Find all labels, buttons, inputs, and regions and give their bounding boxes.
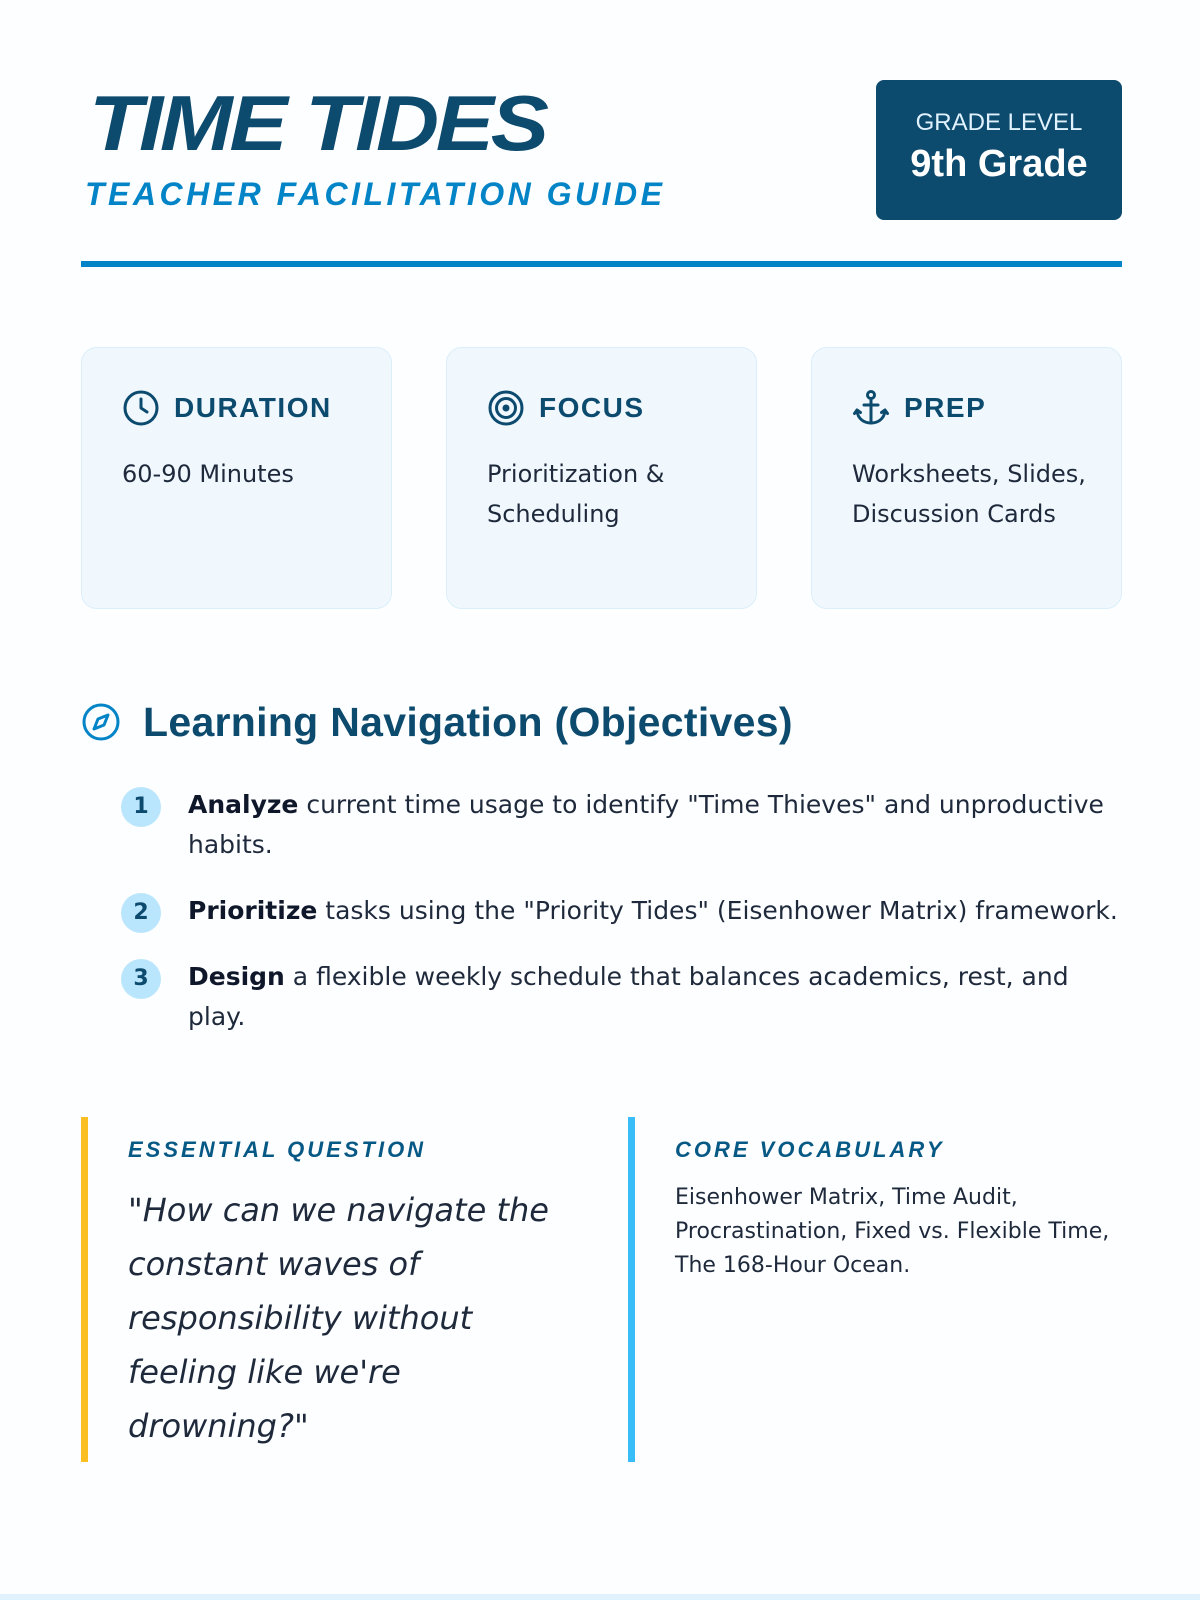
prep-card [811,347,1122,609]
essential-question-text: "How can we navigate the constant waves of responsibility without feeling like we're drowning?" [128,1191,549,1445]
focus-card-title: FOCUS [539,392,645,423]
anchor-icon [852,389,890,427]
objective-item [121,957,1121,1037]
essential-question-panel [81,1117,551,1462]
essential-question-label: ESSENTIAL QUESTION [128,1137,427,1162]
objective-text: current time usage to identify "Time Thieves" and unproductive habits. [188,790,1104,859]
bottom-strip [0,1594,1200,1600]
duration-card-header [122,388,332,428]
header-divider [81,261,1122,267]
objective-verb: Analyze [188,790,299,819]
objectives-header [81,692,793,752]
focus-card-header [487,388,645,428]
compass-icon [81,702,121,742]
core-vocabulary-panel [628,1117,1122,1462]
objective-text: tasks using the "Priority Tides" (Eisenhower Matrix) framework. [317,896,1118,925]
duration-card-title: DURATION [174,392,332,423]
grade-level-value: 9th Grade [910,143,1088,185]
objective-number: 3 [121,959,161,999]
clock-icon [122,389,160,427]
page-header [81,80,1122,220]
objective-number: 1 [121,787,161,827]
objective-number: 2 [121,893,161,933]
grade-level-label: GRADE LEVEL [915,109,1083,136]
objective-item [121,785,1121,865]
focus-card [446,347,757,609]
grade-level-badge [876,80,1122,220]
prep-card-title: PREP [904,392,987,423]
objective-verb: Prioritize [188,896,318,925]
core-vocabulary-text: Eisenhower Matrix, Time Audit, Procrastination, Fixed vs. Flexible Time, The 168-Hour Ocean. [675,1185,1110,1278]
core-vocabulary-label: CORE VOCABULARY [675,1137,945,1162]
page-title: TIME TIDES [89,79,546,167]
objectives-title: Learning Navigation (Objectives) [143,698,793,745]
prep-card-text: Worksheets, Slides, Discussion Cards [852,460,1086,528]
prep-card-header [852,388,986,428]
objective-text: a flexible weekly schedule that balances academics, rest, and play. [188,962,1069,1031]
info-cards [81,347,1122,611]
objectives-list [121,785,1121,1037]
duration-card [81,347,392,609]
page-subtitle: TEACHER FACILITATION GUIDE [85,176,666,212]
duration-card-text: 60-90 Minutes [122,460,294,488]
target-icon [487,389,525,427]
focus-card-text: Prioritization & Scheduling [487,460,665,528]
objective-verb: Design [188,962,285,991]
objective-item [121,891,1121,931]
